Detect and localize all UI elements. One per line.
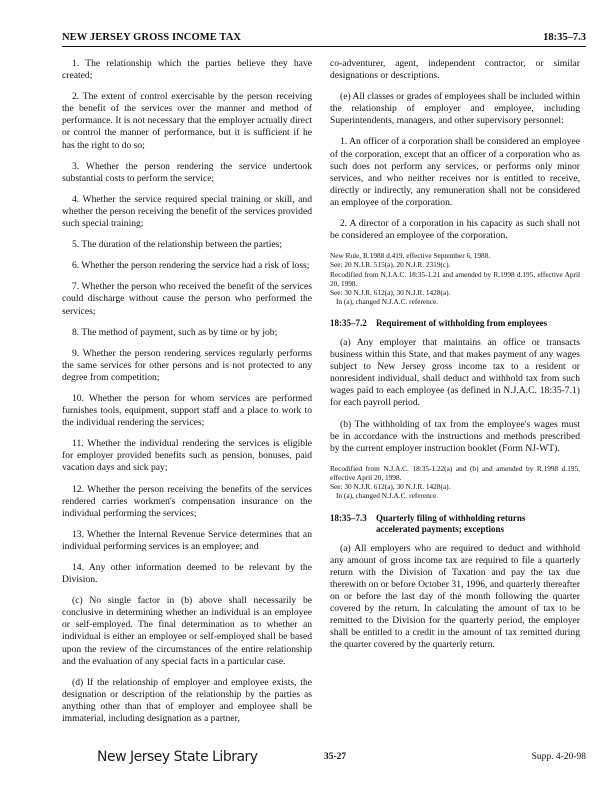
header-title: NEW JERSEY GROSS INCOME TAX bbox=[62, 32, 242, 43]
section-number: 18:35–7.2 bbox=[330, 318, 367, 329]
section-heading-7-2 bbox=[330, 318, 580, 330]
paragraph-d: (d) If the relationship of employer and employee exists, the designation or description of the relationship by the parties as anything other than that of employer and employee shall be immaterial, including designation as a partner, bbox=[62, 676, 312, 725]
history-line: New Rule, R.1988 d.419, effective September 6, 1988. bbox=[330, 251, 491, 261]
factor-9: 9. Whether the person rendering services regularly performs the same services for other persons and is not protected to any degree from competition; bbox=[62, 347, 312, 383]
factor-7: 7. Whether the person who received the benefit of the services could discharge without cause the person who performed the services; bbox=[62, 281, 312, 317]
paragraph-e: (e) All classes or grades of employees shall be included within the relationship of employer and employee, including Superintendents, managers, and other supervisory personnel: bbox=[330, 91, 580, 127]
factor-1: 1. The relationship which the parties believe they have created; bbox=[62, 58, 312, 82]
history-line: See: 20 N.J.R. 515(a), 20 N.J.R. 2319(c). bbox=[330, 260, 451, 270]
continuation-text: co-adventurer, agent, independent contractor, or similar designations or descriptions. bbox=[330, 58, 580, 82]
history-line: In (a), changed N.J.A.C. reference. bbox=[336, 491, 439, 501]
page-number: 35-27 bbox=[324, 752, 347, 762]
factor-8: 8. The method of payment, such as by time or by job; bbox=[72, 326, 278, 338]
history-line: In (a), changed N.J.A.C. reference. bbox=[336, 297, 439, 307]
left-column bbox=[62, 58, 312, 734]
page-header bbox=[62, 30, 586, 47]
history-note-7-2 bbox=[330, 464, 580, 501]
section-7-2-paragraph-b: (b) The withholding of tax from the employee's wages must be in accordance with the instructions and methods prescribed by the current employer instruction booklet (Form NJ-WT). bbox=[330, 418, 580, 454]
page-footer bbox=[0, 749, 616, 769]
section-title-line-1: Quarterly filing of withholding returns bbox=[376, 512, 526, 523]
factor-12: 12. Whether the person receiving the benefits of the services rendered carries workmen's compensation insurance on the individual performing the services; bbox=[62, 483, 312, 519]
history-note-7-1 bbox=[330, 251, 580, 306]
factor-6: 6. Whether the person rendering the service had a risk of loss; bbox=[72, 260, 310, 272]
factor-2: 2. The extent of control exercisable by the person receiving the benefit of the services over the manner and method of performance. It is not necessary that the employer actually direct or control the manner of performance, but it is sufficient if he has the right to do so; bbox=[62, 91, 312, 151]
factor-4: 4. Whether the service required special training or skill, and whether the person receiving the benefit of the services provided such special training; bbox=[62, 193, 312, 230]
library-stamp: New Jersey State Library bbox=[97, 749, 258, 765]
section-heading-7-3 bbox=[330, 513, 580, 536]
header-section-number: 18:35–7.3 bbox=[543, 32, 586, 43]
history-line: See: 30 N.J.R. 612(a), 30 N.J.R. 1428(a). bbox=[330, 288, 451, 298]
section-7-3-paragraph-a: (a) All employers who are required to deduct and withhold any amount of gross income tax are required to file a quarterly return with the Division of Taxation and pay the tax due therewith on or before October 31, 1996, and quarterly thereafter on or before the last day of the month following the quarter covered by the return. In calculating the amount of tax to be remitted to the Division for the quarterly period, the employer shall be entitled to a credit in the amount of tax remitted during the quarter covered by the quarterly return. bbox=[330, 542, 580, 651]
paragraph-e-item-2: 2. A director of a corporation in his capacity as such shall not be considered an employee of the corporation. bbox=[330, 218, 580, 242]
paragraph-e-item-1: 1. An officer of a corporation shall be considered an employee of the corporation, except that an officer of a corporation who as such does not perform any services, or performs only minor services, and who neither receives nor is entitled to receive, directly or indirectly, any remuneration shall not be considered an employee of the corporation. bbox=[330, 136, 580, 208]
section-7-2-paragraph-a: (a) Any employer that maintains an office or transacts business within this State, and that makes payment of any wages subject to New Jersey gross income tax to a resident or nonresident individual, shall deduct and withhold tax from such wages paid to each employee (as defined in N.J.A.C. 18:35-7.1) for each payroll period. bbox=[330, 336, 580, 409]
section-number: 18:35–7.3 bbox=[330, 512, 367, 523]
factor-3: 3. Whether the person rendering the service undertook substantial costs to perform the service; bbox=[62, 160, 312, 184]
history-line: See: 30 N.J.R. 612(a), 30 N.J.R. 1428(a). bbox=[330, 482, 451, 492]
right-column bbox=[330, 58, 580, 660]
factor-14: 14. Any other information deemed to be relevant by the Division. bbox=[62, 562, 312, 586]
history-line: Recodified from N.J.A.C. 18:35-1.21 and amended by R.1998 d.195, effective April 20, 1998. bbox=[330, 269, 580, 288]
paragraph-c: (c) No single factor in (b) above shall necessarily be conclusive in determining whether an individual is an employee or self-employed. The final determination as to whether an individual is either an employee or self-employed shall be based upon the review of the circumstances of the entire relationship and the evaluation of any special facts in a particular case. bbox=[62, 595, 312, 667]
factor-13: 13. Whether the Internal Revenue Service determines that an individual performing services is an employee; and bbox=[62, 528, 312, 552]
supplement-date: Supp. 4-20-98 bbox=[531, 752, 586, 762]
factor-11: 11. Whether the individual rendering the services is eligible for employer provided benefits such as pension, bonuses, paid vacation days and sick pay; bbox=[62, 438, 312, 474]
factor-5: 5. The duration of the relationship between the parties; bbox=[72, 239, 283, 251]
history-line: Recodified from N.J.A.C. 18:35-1.22(a) and (b) and amended by R.1998 d.195, effective April 20, 1998. bbox=[330, 463, 580, 482]
section-title: Requirement of withholding from employees bbox=[376, 318, 548, 329]
section-title-line-2: accelerated payments; exceptions bbox=[376, 524, 504, 535]
factor-10: 10. Whether the person for whom services are performed furnishes tools, equipment, support staff and a place to work to the individual rendering the services; bbox=[62, 392, 312, 429]
